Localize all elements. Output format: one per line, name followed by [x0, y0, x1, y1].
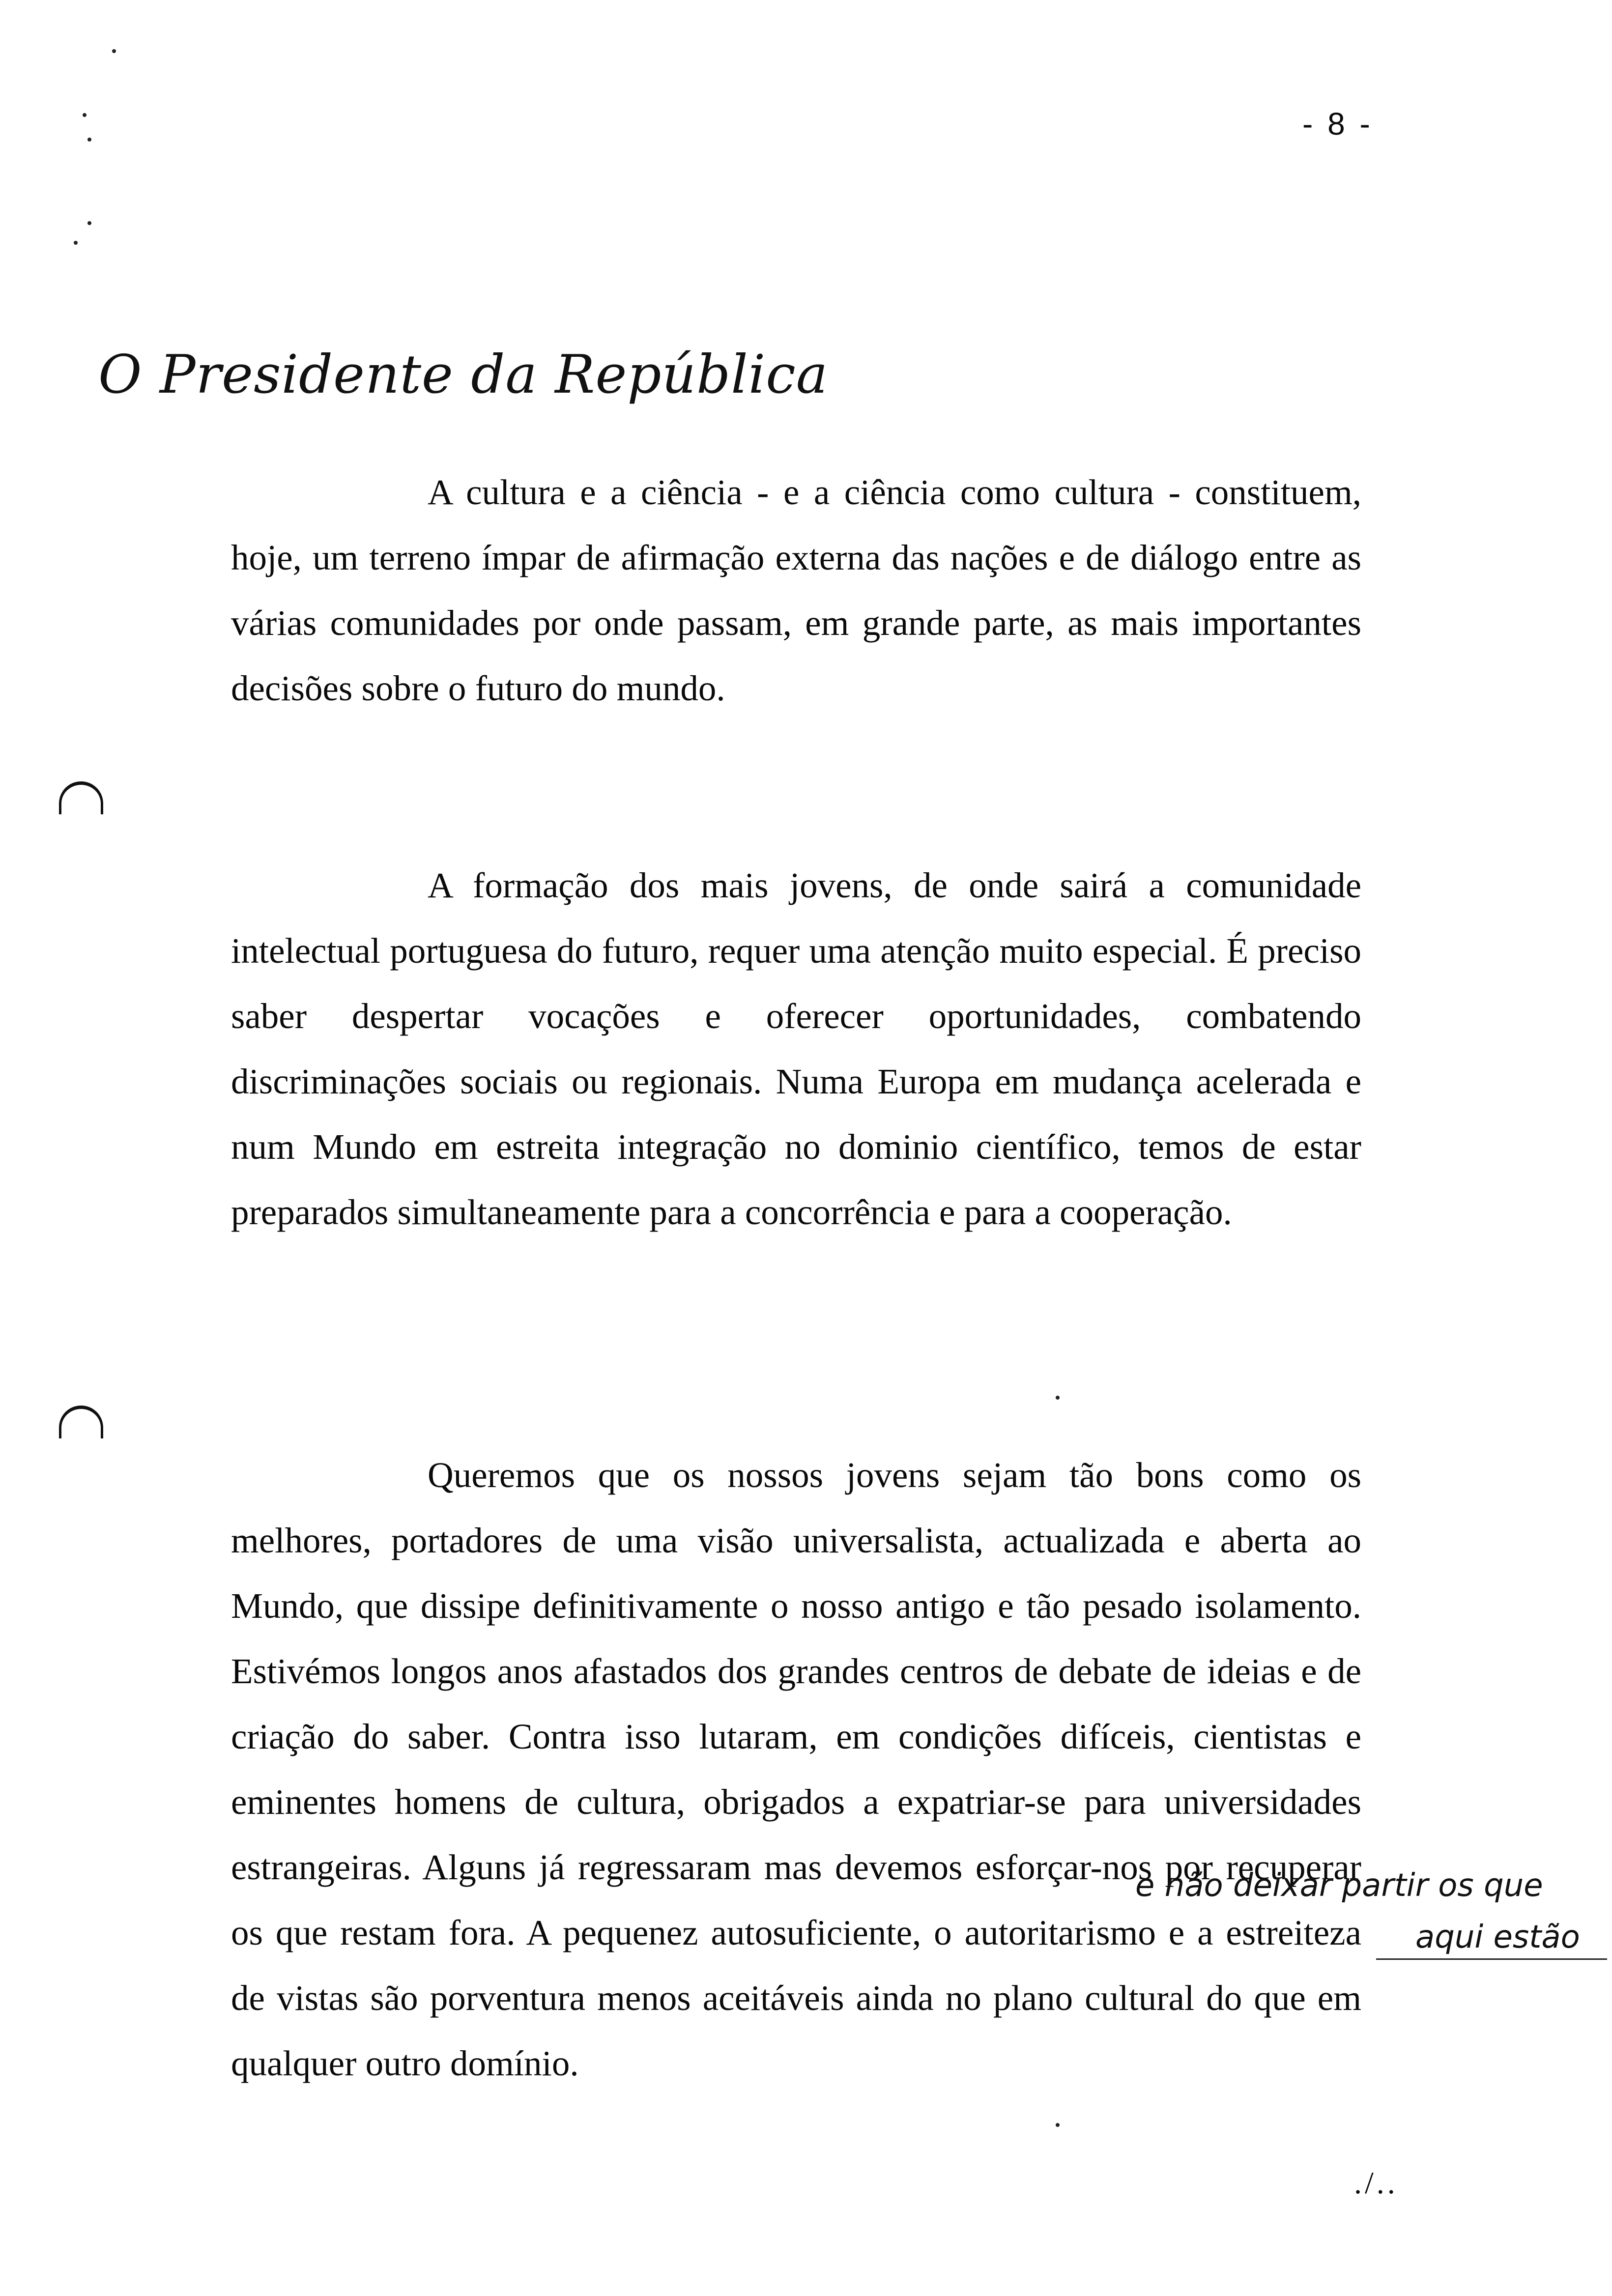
paragraph-2: A formação dos mais jovens, de onde sairá a comunidade intelectual portuguesa do futuro, requer uma atenção muito especial. É preciso saber despertar vocações e oferecer oportunidades, combatendo discriminações sociais ou regionais. Numa Europa em mudança acelerada e num Mundo em estreita integração no dominio científico, temos de estar preparados simultaneamente para a concorrência e para a cooperação.	[231, 865, 1361, 1232]
paragraph-3: Queremos que os nossos jovens sejam tão bons como os melhores, portadores de uma visão universalista, actualizada e aberta ao Mundo, que dissipe definitivamente o nosso antigo e tão pesado isolamento. Estivémos longos anos afastados dos grandes centros de debate de ideias e de criação do saber. Contra isso lutaram, em condições difíceis, cientistas e eminentes homens de cultura, obrigados a expatriar-se para universidades estrangeiras. Alguns já regressaram mas devemos esforçar-nos por recuperar os que restam fora. A pequenez autosuficiente, o autoritarismo e a estreiteza de vistas são porventura menos aceitáveis ainda no plano cultural do que em qualquer outro domínio.	[231, 1455, 1361, 2083]
scan-speck	[87, 221, 91, 225]
margin-bracket-mark	[59, 781, 103, 814]
handwritten-annotation-line-2: aqui estão	[1415, 1919, 1580, 1955]
paragraph-1: A cultura e a ciência - e a ciência como cultura - constituem, hoje, um terreno ímpar de afirmação externa das nações e de diálogo entre as várias comunidades por onde passam, em grande parte, as mais importantes decisões sobre o futuro do mundo.	[231, 472, 1361, 708]
margin-bracket-mark	[59, 1406, 103, 1438]
scan-speck	[83, 113, 86, 117]
handwritten-underline	[1376, 1958, 1607, 1960]
scan-speck	[1056, 2123, 1060, 2127]
handwritten-annotation-line-1: e não deixar partir os que	[1135, 1867, 1543, 1904]
scan-speck	[1056, 1396, 1060, 1400]
page-number: - 8 -	[1302, 106, 1373, 142]
scan-speck	[112, 49, 116, 53]
continuation-mark: ./..	[1354, 2165, 1398, 2200]
letterhead-title: O Presidente da República	[98, 344, 829, 405]
scan-speck	[74, 241, 78, 245]
scan-speck	[87, 138, 91, 142]
